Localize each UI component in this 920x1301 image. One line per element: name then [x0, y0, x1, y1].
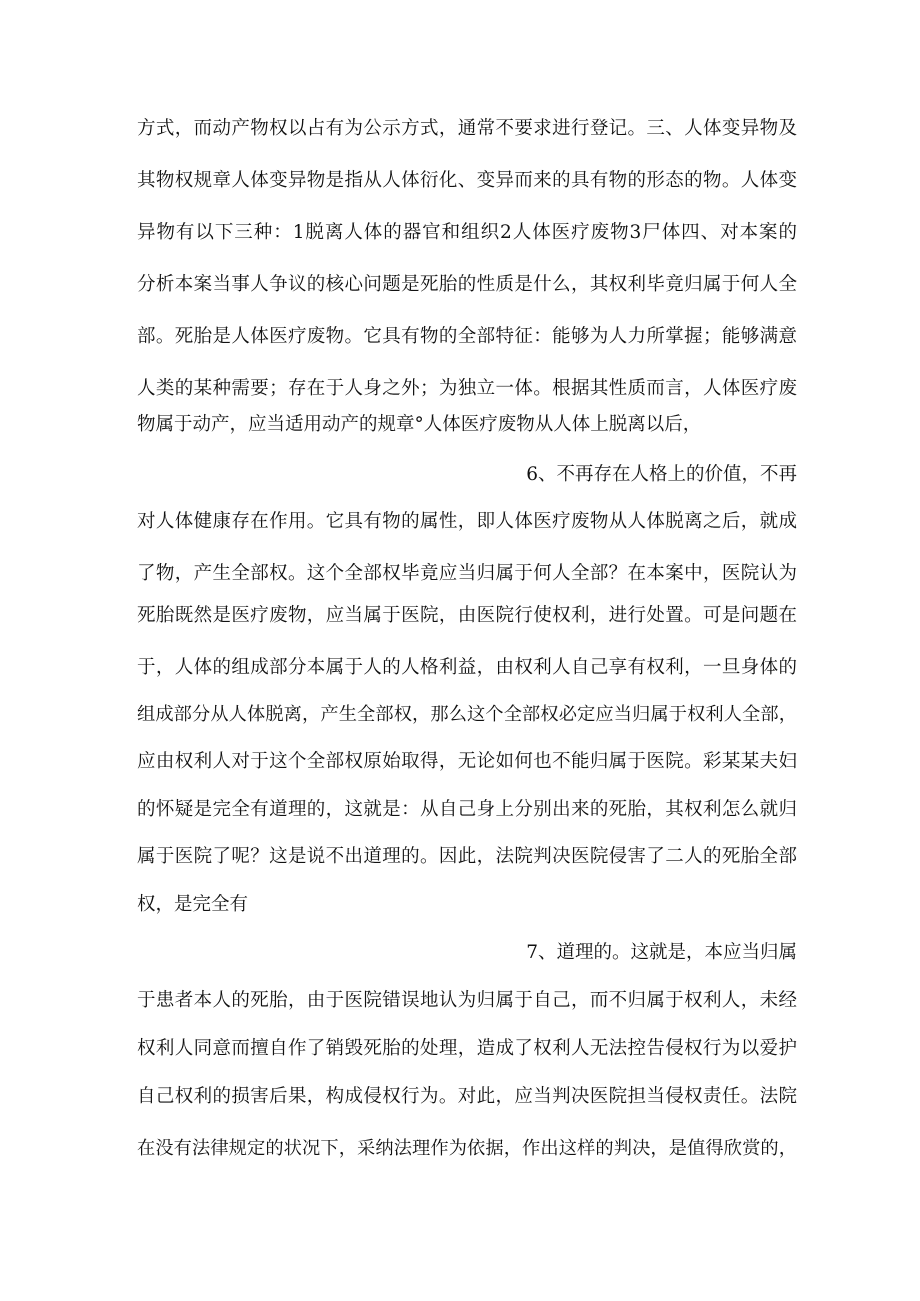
paragraph-line: 部。死胎是人体医疗废物。它具有物的全部特征：能够为人力所掌握；能够满意	[137, 326, 797, 347]
paragraph-line: 组成部分从人体脱离，产生全部权，那么这个全部权必定应当归属于权利人全部，	[137, 704, 797, 725]
paragraph-line: 异物有以下三种：1脱离人体的器官和组织2人体医疗废物3尸体四、对本案的	[137, 222, 797, 243]
paragraph-line: 人类的某种需要；存在于人身之外；为独立一体。根据其性质而言，人体医疗废	[137, 378, 797, 399]
numbered-heading-6: 6、不再存在人格上的价值，不再	[526, 464, 797, 485]
paragraph-line: 死胎既然是医疗废物，应当属于医院，由医院行使权利，进行处置。可是问题在	[137, 605, 797, 626]
paragraph-line: 对人体健康存在作用。它具有物的属性，即人体医疗废物从人体脱离之后，就成	[137, 511, 797, 532]
paragraph-line: 了物，产生全部权。这个全部权毕竟应当归属于何人全部？在本案中，医院认为	[137, 563, 797, 584]
paragraph-line: 权，是完全有	[137, 894, 249, 915]
paragraph-line: 在没有法律规定的状况下，采纳法理作为依据，作出这样的判决，是值得欣赏的，	[137, 1138, 797, 1159]
paragraph-line: 物属于动产，应当适用动产的规章°人体医疗废物从人体上脱离以后，	[137, 414, 702, 435]
paragraph-line: 属于医院了呢？这是说不出道理的。因此，法院判决医院侵害了二人的死胎全部	[137, 846, 797, 867]
paragraph-line: 其物权规章人体变异物是指从人体衍化、变异而来的具有物的形态的物。人体变	[137, 170, 797, 191]
numbered-heading-7: 7、道理的。这就是，本应当归属	[526, 942, 797, 963]
paragraph-line: 自己权利的损害后果，构成侵权行为。对此，应当判决医院担当侵权责任。法院	[137, 1086, 797, 1107]
paragraph-line: 分析本案当事人争议的核心问题是死胎的性质是什么，其权利毕竟归属于何人全	[137, 274, 797, 295]
paragraph-line: 方式，而动产物权以占有为公示方式，通常不要求进行登记。三、人体变异物及	[137, 118, 797, 139]
paragraph-line: 权利人同意而擅自作了销毁死胎的处理，造成了权利人无法控告侵权行为以爱护	[137, 1038, 797, 1059]
paragraph-line: 于，人体的组成部分本属于人的人格利益，由权利人自己享有权利，一旦身体的	[137, 657, 797, 678]
paragraph-line: 应由权利人对于这个全部权原始取得，无论如何也不能归属于医院。彩某某夫妇	[137, 751, 797, 772]
paragraph-line: 于患者本人的死胎，由于医院错误地认为归属于自己，而不归属于权利人，未经	[137, 990, 797, 1011]
paragraph-line: 的怀疑是完全有道理的，这就是：从自己身上分别出来的死胎，其权利怎么就归	[137, 799, 797, 820]
